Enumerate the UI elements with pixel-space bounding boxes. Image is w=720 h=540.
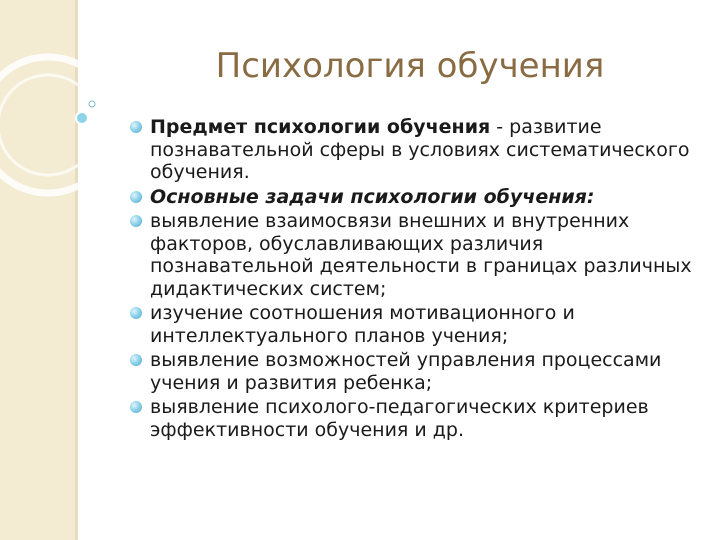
slide-title: Психология обучения xyxy=(215,46,605,86)
bullet-circle-icon xyxy=(130,401,142,413)
task-2-text: изучение соотношения мотивационного и интеллектуального планов учения; xyxy=(150,302,575,347)
task-1-text: выявление взаимосвязи внешних и внутренних факторов, обуславливающих различия познавательной деятельности в границах различных дидактических систем; xyxy=(150,210,692,300)
bullet-item-task-3 xyxy=(130,349,700,394)
bullet-circle-icon xyxy=(130,215,142,227)
left-decor-band xyxy=(0,0,78,540)
bullet-list xyxy=(130,116,700,441)
bullet-item-tasks-heading xyxy=(130,186,700,209)
task-3-text: выявление возможностей управления процессами учения и развития ребенка; xyxy=(150,349,662,394)
tasks-heading: Основные задачи психологии обучения: xyxy=(150,185,595,208)
subject-text: - развитие познавательной сферы в условиях систематического обучения. xyxy=(150,116,690,183)
bullet-item-task-2 xyxy=(130,302,700,347)
bullet-circle-icon xyxy=(130,191,142,203)
bullet-circle-icon xyxy=(130,307,142,319)
subject-lead: Предмет психологии обучения xyxy=(150,116,491,138)
bullet-item-subject xyxy=(130,116,700,184)
bullet-circle-icon xyxy=(130,121,142,133)
bullet-circle-icon xyxy=(130,354,142,366)
bullet-item-task-1 xyxy=(130,210,700,300)
task-4-text: выявление психолого-педагогических критериев эффективности обучения и др. xyxy=(150,396,649,441)
slide-content xyxy=(130,116,700,443)
bullet-item-task-4 xyxy=(130,396,700,441)
band-edge xyxy=(75,0,78,540)
